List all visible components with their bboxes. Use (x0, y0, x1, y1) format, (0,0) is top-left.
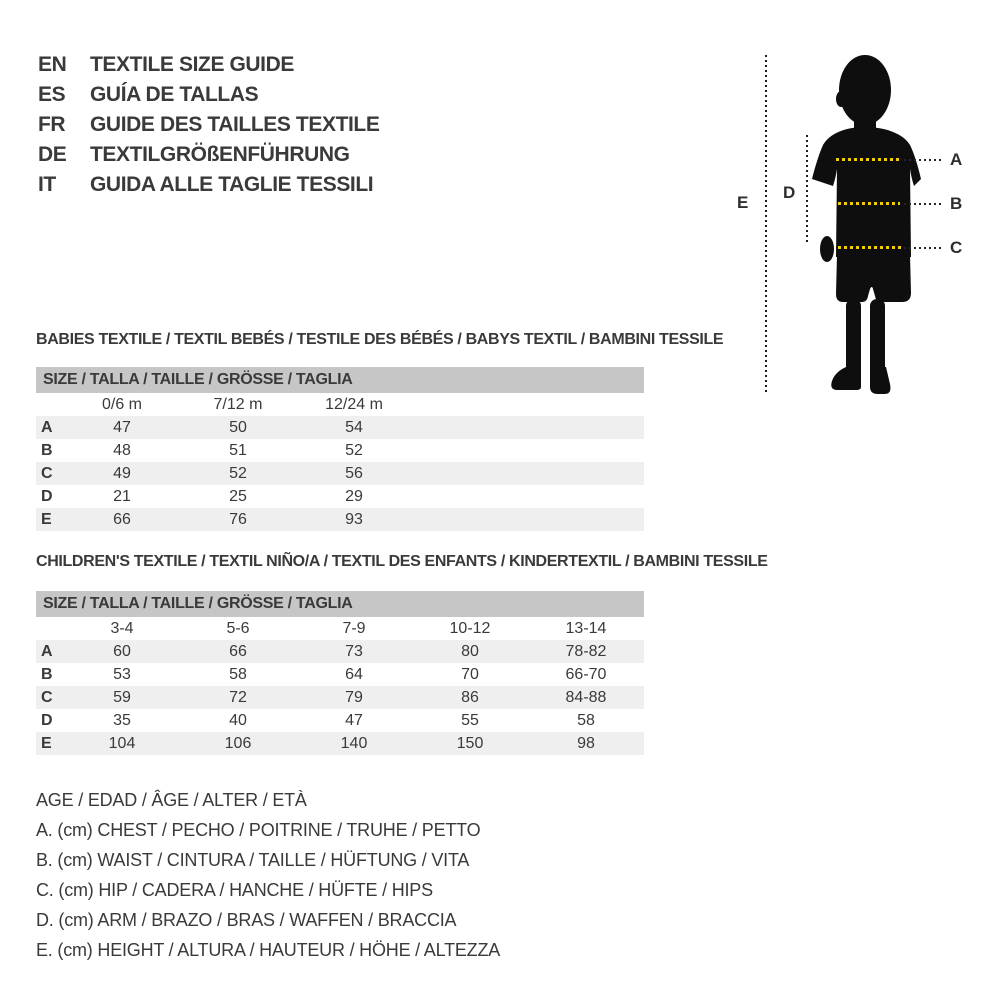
language-code: DE (38, 143, 67, 166)
table-cell: 54 (345, 419, 363, 436)
hip-measure-line-extension (904, 247, 942, 249)
table-column-headers (36, 393, 644, 416)
arm-measure-line (806, 135, 808, 242)
table-cell: 49 (113, 465, 131, 482)
hip-measure-label: C (950, 238, 963, 257)
height-measure-label: E (737, 193, 749, 212)
table-row (36, 686, 644, 709)
language-code: ES (38, 83, 66, 106)
column-header: 3-4 (110, 620, 134, 637)
measurement-legend (36, 785, 500, 965)
row-label: E (41, 735, 52, 752)
row-label (36, 393, 64, 416)
table-cell: 53 (113, 666, 131, 683)
table-cell: 79 (345, 689, 363, 706)
table-cell: 50 (229, 419, 247, 436)
table-cell: 66 (229, 643, 247, 660)
child-silhouette-icon (810, 53, 924, 395)
table-row (36, 462, 644, 485)
table-cell: 84-88 (565, 689, 607, 706)
table-cell: 52 (345, 442, 363, 459)
table-cell: 70 (461, 666, 479, 683)
language-title: TEXTILGRÖßENFÜHRUNG (90, 143, 350, 166)
language-title-list (38, 50, 379, 200)
table-cell: 58 (577, 712, 595, 729)
hip-measure-line (838, 246, 902, 249)
column-header: 12/24 m (325, 396, 383, 413)
column-header: 13-14 (565, 620, 607, 637)
language-code: IT (38, 173, 56, 196)
table-row (36, 709, 644, 732)
language-title: TEXTILE SIZE GUIDE (90, 53, 294, 76)
row-label: B (41, 442, 53, 459)
table-column-headers (36, 617, 644, 640)
table-cell: 66-70 (565, 666, 607, 683)
column-header: 5-6 (226, 620, 250, 637)
legend-waist-line: B. (cm) WAIST / CINTURA / TAILLE / HÜFTUNG / VITA (36, 850, 470, 870)
language-title: GUIDA ALLE TAGLIE TESSILI (90, 173, 374, 196)
table-cell: 40 (229, 712, 247, 729)
table-cell: 78-82 (565, 643, 607, 660)
list-item (38, 170, 379, 200)
table-cell: 48 (113, 442, 131, 459)
list-item (38, 140, 379, 170)
table-cell: 93 (345, 511, 363, 528)
table-cell: 56 (345, 465, 363, 482)
legend-age-line: AGE / EDAD / ÂGE / ALTER / ETÀ (36, 790, 307, 810)
row-label: D (41, 488, 53, 505)
table-row (36, 640, 644, 663)
children-size-table (36, 591, 644, 755)
table-cell: 73 (345, 643, 363, 660)
list-item (38, 110, 379, 140)
column-header: 0/6 m (101, 396, 142, 413)
table-row (36, 485, 644, 508)
table-cell: 60 (113, 643, 131, 660)
table-cell: 104 (108, 735, 136, 752)
language-title: GUÍA DE TALLAS (90, 83, 259, 106)
list-item (38, 50, 379, 80)
table-header: SIZE / TALLA / TAILLE / GRÖSSE / TAGLIA (36, 367, 644, 393)
table-cell: 106 (224, 735, 252, 752)
table-cell: 52 (229, 465, 247, 482)
height-measure-line (765, 55, 767, 393)
table-row (36, 416, 644, 439)
row-label: D (41, 712, 53, 729)
legend-hip-line: C. (cm) HIP / CADERA / HANCHE / HÜFTE / HIPS (36, 880, 433, 900)
row-label: C (41, 465, 53, 482)
table-cell: 64 (345, 666, 363, 683)
table-row (36, 439, 644, 462)
legend-height-line: E. (cm) HEIGHT / ALTURA / HAUTEUR / HÖHE / ALTEZZA (36, 940, 501, 960)
table-cell: 72 (229, 689, 247, 706)
table-cell: 80 (461, 643, 479, 660)
row-label (36, 617, 64, 640)
legend-arm-line: D. (cm) ARM / BRAZO / BRAS / WAFFEN / BRACCIA (36, 910, 457, 930)
row-label: A (41, 643, 53, 660)
language-code: EN (38, 53, 67, 76)
chest-measure-label: A (950, 150, 963, 169)
table-cell: 47 (113, 419, 131, 436)
chest-measure-line-extension (904, 159, 942, 161)
column-header: 10-12 (449, 620, 491, 637)
table-cell: 51 (229, 442, 247, 459)
table-header: SIZE / TALLA / TAILLE / GRÖSSE / TAGLIA (36, 591, 644, 617)
table-cell: 47 (345, 712, 363, 729)
table-cell: 55 (461, 712, 479, 729)
table-row (36, 732, 644, 755)
table-cell: 150 (456, 735, 484, 752)
column-header: 7/12 m (213, 396, 263, 413)
row-label: C (41, 689, 53, 706)
waist-measure-line-extension (904, 203, 942, 205)
table-row (36, 663, 644, 686)
table-cell: 66 (113, 511, 131, 528)
arm-measure-label: D (783, 183, 796, 202)
babies-section-title: BABIES TEXTILE / TEXTIL BEBÉS / TESTILE DES BÉBÉS / BABYS TEXTIL / BAMBINI TESSILE (36, 331, 724, 348)
waist-measure-label: B (950, 194, 963, 213)
table-cell: 25 (229, 488, 247, 505)
table-cell: 58 (229, 666, 247, 683)
table-cell: 86 (461, 689, 479, 706)
table-cell: 59 (113, 689, 131, 706)
table-row (36, 508, 644, 531)
table-cell: 140 (340, 735, 368, 752)
column-header: 7-9 (342, 620, 366, 637)
legend-chest-line: A. (cm) CHEST / PECHO / POITRINE / TRUHE / PETTO (36, 820, 481, 840)
table-cell: 76 (229, 511, 247, 528)
babies-size-table (36, 367, 644, 531)
row-label: A (41, 419, 53, 436)
row-label: E (41, 511, 52, 528)
row-label: B (41, 666, 53, 683)
language-code: FR (38, 113, 66, 136)
chest-measure-line (836, 158, 902, 161)
waist-measure-line (838, 202, 900, 205)
table-cell: 35 (113, 712, 131, 729)
list-item (38, 80, 379, 110)
children-section-title: CHILDREN'S TEXTILE / TEXTIL NIÑO/A / TEXTIL DES ENFANTS / KINDERTEXTIL / BAMBINI TESSILE (36, 553, 768, 570)
table-cell: 98 (577, 735, 595, 752)
language-title: GUIDE DES TAILLES TEXTILE (90, 113, 380, 136)
table-cell: 21 (113, 488, 131, 505)
table-cell: 29 (345, 488, 363, 505)
